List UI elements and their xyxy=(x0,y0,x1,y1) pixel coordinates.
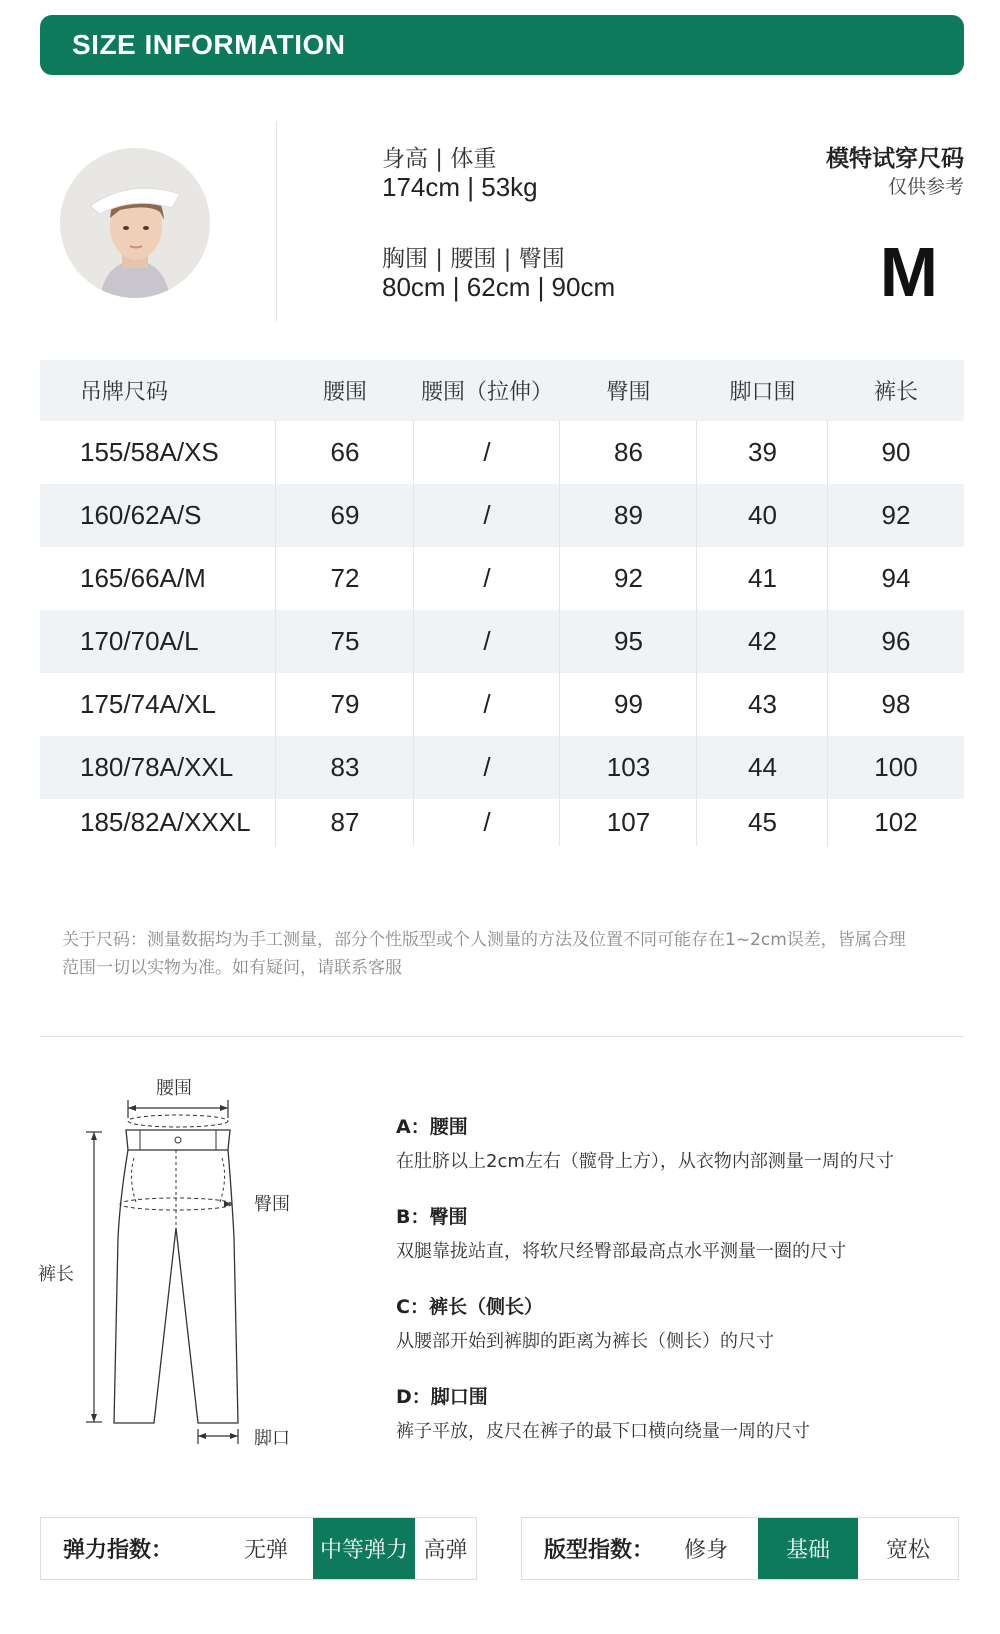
length-cell: 90 xyxy=(881,437,911,467)
elasticity-index-label: 弹力指数： xyxy=(63,1538,174,1563)
diagram-label-length: 裤长 xyxy=(38,1264,74,1285)
waist-stretch-cell: / xyxy=(414,547,560,610)
waist-cell: 75 xyxy=(276,610,414,673)
size-cell: 185/82A/XXXL xyxy=(40,799,276,846)
table-row xyxy=(40,610,964,673)
hip-cell: 99 xyxy=(560,673,697,736)
vertical-divider xyxy=(276,122,277,322)
table-row xyxy=(40,799,964,846)
definition-length xyxy=(396,1292,774,1353)
waist-stretch-cell: / xyxy=(414,421,560,484)
definition-title: C：裤长（侧长） xyxy=(396,1296,543,1318)
horizontal-divider xyxy=(40,1036,964,1037)
size-note-line: 关于尺码：测量数据均为手工测量，部分个性版型或个人测量的方法及位置不同可能存在1~2cm误差，皆属合理 xyxy=(62,930,906,950)
definition-title: B：臀围 xyxy=(396,1206,468,1228)
hem-cell: 42 xyxy=(697,610,828,673)
model-try-size: M xyxy=(879,233,938,311)
size-note-line: 范围一切以实物为准。如有疑问，请联系客服 xyxy=(62,958,402,978)
waist-stretch-cell: / xyxy=(414,673,560,736)
hem-cell: 43 xyxy=(697,673,828,736)
model-avatar xyxy=(60,148,210,298)
measurements-value: 80cm | 62cm | 90cm xyxy=(382,272,616,302)
table-header: 裤长 xyxy=(873,380,918,405)
waist-cell: 72 xyxy=(276,547,414,610)
size-cell: 165/66A/M xyxy=(40,547,276,610)
size-cell: 160/62A/S xyxy=(40,484,276,547)
table-header: 臀围 xyxy=(606,380,651,405)
diagram-label-waist: 腰围 xyxy=(156,1078,192,1099)
definition-text: 裤子平放，皮尺在裤子的最下口横向绕量一周的尺寸 xyxy=(396,1421,810,1442)
waist-stretch-cell: / xyxy=(414,799,560,846)
table-row xyxy=(40,673,964,736)
table-row xyxy=(40,547,964,610)
waist-cell: 83 xyxy=(276,736,414,799)
waist-stretch-cell: / xyxy=(414,484,560,547)
definition-text: 在肚脐以上2cm左右（髋骨上方），从衣物内部测量一周的尺寸 xyxy=(396,1151,894,1172)
size-table xyxy=(40,360,964,846)
hip-cell: 92 xyxy=(560,547,697,610)
fit-index xyxy=(521,1517,959,1580)
section-header xyxy=(40,15,964,75)
table-row xyxy=(40,736,964,799)
fit-option-slim: 修身 xyxy=(683,1538,728,1563)
table-row xyxy=(40,421,964,484)
table-header-row xyxy=(40,360,964,421)
length-cell: 102 xyxy=(874,807,918,837)
elasticity-option-none: 无弹 xyxy=(243,1538,288,1563)
waist-cell: 69 xyxy=(276,484,414,547)
height-weight-value: 174cm | 53kg xyxy=(382,172,538,202)
elasticity-index xyxy=(40,1517,477,1580)
elasticity-option-high: 高弹 xyxy=(423,1538,468,1563)
pants-outline-icon xyxy=(36,1078,336,1478)
model-try-size-note: 仅供参考 xyxy=(887,176,964,198)
definition-waist xyxy=(396,1112,894,1173)
waist-cell: 79 xyxy=(276,673,414,736)
length-cell: 96 xyxy=(881,626,911,656)
diagram-label-hem: 脚口 xyxy=(254,1428,290,1449)
definition-text: 从腰部开始到裤脚的距离为裤长（侧长）的尺寸 xyxy=(396,1331,774,1352)
table-header: 吊牌尺码 xyxy=(80,380,169,405)
hem-cell: 39 xyxy=(697,421,828,484)
table-row xyxy=(40,484,964,547)
waist-stretch-cell: / xyxy=(414,736,560,799)
fit-index-label: 版型指数： xyxy=(544,1538,655,1563)
hip-cell: 103 xyxy=(560,736,697,799)
hem-cell: 40 xyxy=(697,484,828,547)
table-header: 脚口围 xyxy=(729,380,796,405)
waist-cell: 66 xyxy=(276,421,414,484)
fit-option-loose: 宽松 xyxy=(885,1538,930,1563)
length-cell: 98 xyxy=(881,689,911,719)
definition-title: D：脚口围 xyxy=(396,1386,488,1408)
definition-hem xyxy=(396,1382,810,1443)
size-cell: 170/70A/L xyxy=(40,610,276,673)
hem-cell: 45 xyxy=(697,799,828,846)
height-weight-label: 身高 | 体重 xyxy=(382,146,497,172)
hem-cell: 44 xyxy=(697,736,828,799)
measurements-label: 胸围 | 腰围 | 臀围 xyxy=(382,246,565,272)
table-header: 腰围 xyxy=(322,380,367,405)
model-try-size-title: 模特试穿尺码 xyxy=(826,146,964,172)
size-cell: 175/74A/XL xyxy=(40,673,276,736)
waist-stretch-cell: / xyxy=(414,610,560,673)
hip-cell: 86 xyxy=(560,421,697,484)
hem-cell: 41 xyxy=(697,547,828,610)
definition-title: A：腰围 xyxy=(396,1116,468,1138)
size-note xyxy=(62,926,962,982)
definition-text: 双腿靠拢站直，将软尺经臀部最高点水平测量一圈的尺寸 xyxy=(396,1241,846,1262)
definition-hip xyxy=(396,1202,846,1263)
table-header: 腰围（拉伸） xyxy=(420,380,553,405)
waist-cell: 87 xyxy=(276,799,414,846)
hip-cell: 107 xyxy=(560,799,697,846)
hip-cell: 95 xyxy=(560,610,697,673)
size-cell: 180/78A/XXL xyxy=(40,736,276,799)
length-cell: 94 xyxy=(881,563,911,593)
hip-cell: 89 xyxy=(560,484,697,547)
size-cell: 155/58A/XS xyxy=(40,421,276,484)
fit-option-regular: 基础 xyxy=(758,1518,858,1579)
diagram-label-hip: 臀围 xyxy=(254,1194,290,1215)
section-title: SIZE INFORMATION xyxy=(72,29,346,60)
length-cell: 100 xyxy=(874,752,918,782)
elasticity-option-medium: 中等弹力 xyxy=(313,1518,415,1579)
length-cell: 92 xyxy=(881,500,911,530)
pants-measurement-diagram xyxy=(36,1078,336,1478)
